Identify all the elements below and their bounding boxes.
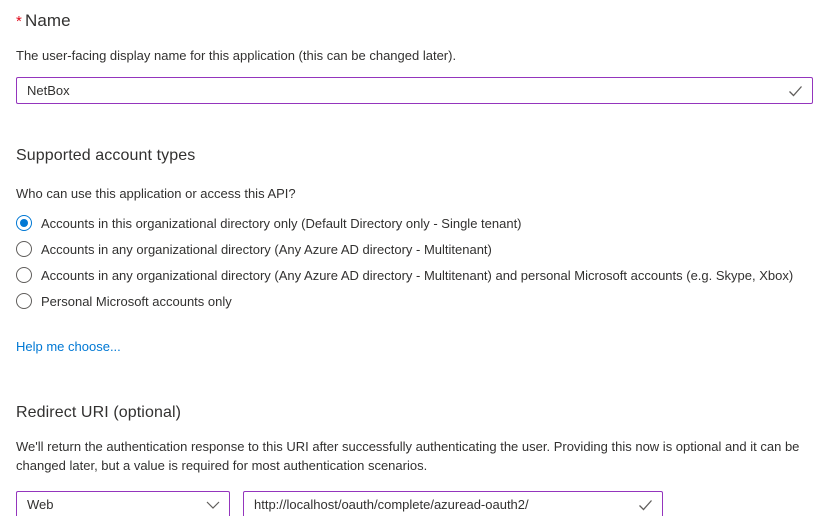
- account-type-option[interactable]: [16, 210, 813, 236]
- account-type-label: Personal Microsoft accounts only: [41, 293, 232, 309]
- account-type-option[interactable]: [16, 236, 813, 262]
- account-type-label: Accounts in any organizational directory (Any Azure AD directory - Multitenant): [41, 241, 492, 257]
- radio-button-icon: [16, 241, 32, 257]
- account-types-question: Who can use this application or access this API?: [16, 186, 296, 201]
- radio-button-icon: [16, 215, 32, 231]
- platform-select[interactable]: [16, 491, 230, 516]
- account-type-label: Accounts in this organizational directory only (Default Directory only - Single tenant): [41, 215, 522, 231]
- account-type-option[interactable]: [16, 288, 813, 314]
- name-input-container: [16, 77, 813, 104]
- platform-select-value: Web: [27, 497, 54, 512]
- chevron-down-icon: [206, 501, 220, 509]
- redirect-uri-title: Redirect URI (optional): [16, 404, 182, 421]
- supported-account-types-title: Supported account types: [16, 147, 196, 164]
- redirect-uri-row: [16, 491, 813, 516]
- valid-check-icon: [638, 499, 653, 511]
- account-type-options: [16, 210, 813, 314]
- radio-button-icon: [16, 293, 32, 309]
- redirect-uri-input-container: [243, 491, 663, 516]
- required-marker: *: [16, 13, 22, 30]
- redirect-uri-input[interactable]: [244, 492, 662, 516]
- account-type-option[interactable]: [16, 262, 813, 288]
- redirect-uri-description: We'll return the authentication response to this URI after successfully authenticating the user. Providing this now is optional and it can be changed later, but a value is required for most authentication scenarios.: [16, 439, 800, 473]
- help-me-choose-link[interactable]: Help me choose...: [16, 339, 121, 354]
- valid-check-icon: [788, 85, 803, 97]
- name-title-text: Name: [24, 11, 71, 30]
- name-section-title: [16, 11, 813, 31]
- radio-button-icon: [16, 267, 32, 283]
- account-type-label: Accounts in any organizational directory (Any Azure AD directory - Multitenant) and personal Microsoft accounts (e.g. Skype, Xbox): [41, 267, 794, 283]
- name-input[interactable]: [17, 78, 812, 103]
- name-description: The user-facing display name for this application (this can be changed later).: [16, 48, 457, 63]
